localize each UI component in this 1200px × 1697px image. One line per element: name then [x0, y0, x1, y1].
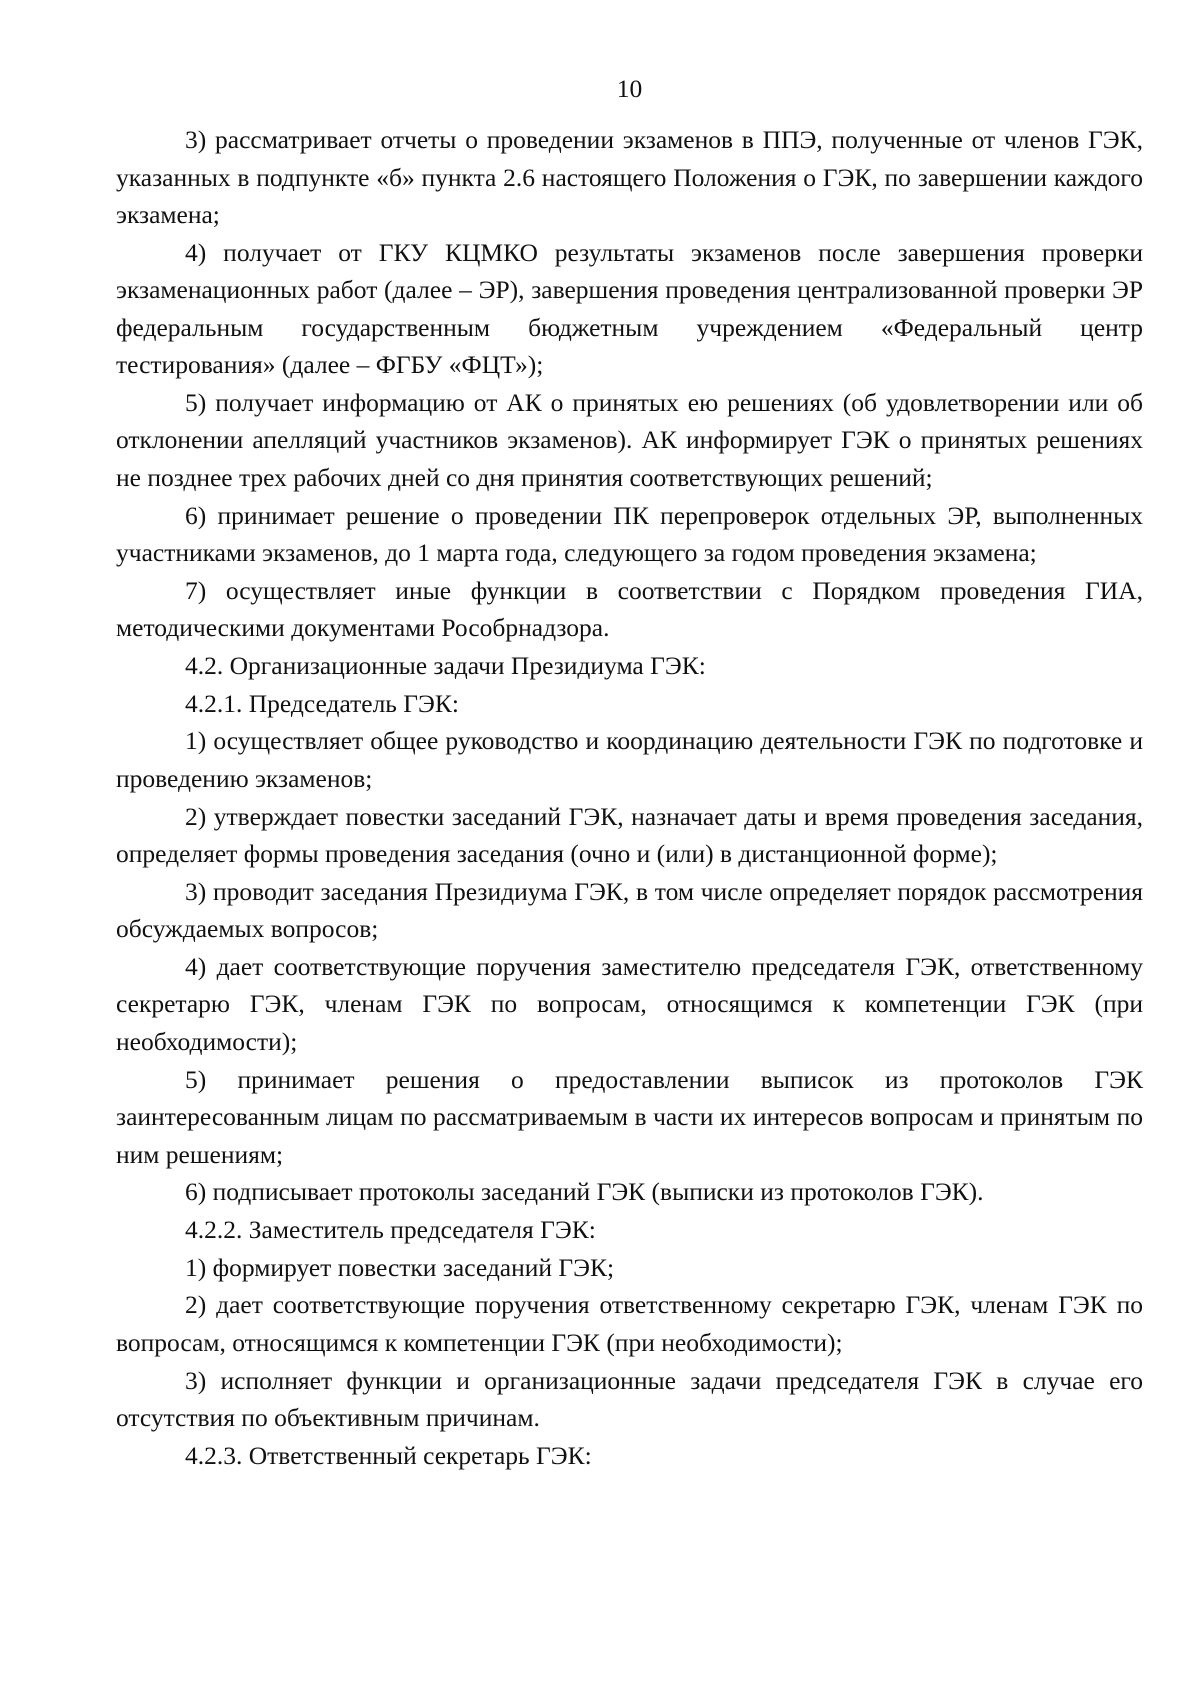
paragraph-chair-item-4: 4) дает соответствующие поручения заместителю председателя ГЭК, ответственному секретарю ГЭК, членам ГЭК по вопросам, относящимся к компетенции ГЭК (при необходимости);: [116, 951, 1143, 1056]
page-number: 10: [616, 74, 643, 103]
paragraph-item-7-other-functions: 7) осуществляет иные функции в соответствии с Порядком проведения ГИА, методическими документами Рособрнадзора.: [116, 575, 1143, 643]
paragraph-item-4-results: 4) получает от ГКУ КЦМКО результаты экзаменов после завершения проверки экзаменационных работ (далее – ЭР), завершения проведения централизованной проверки ЭР федеральным государственным бюджетным учреждением «Федеральный центр тестирования» (далее – ФГБУ «ФЦТ»);: [116, 237, 1143, 380]
paragraph-chair-item-5: 5) принимает решения о предоставлении выписок из протоколов ГЭК заинтересованным лицам по рассматриваемым в части их интересов вопросам и принятым по ним решениям;: [116, 1064, 1143, 1169]
paragraph-deputy-item-3: 3) исполняет функции и организационные задачи председателя ГЭК в случае его отсутствия по объективным причинам.: [116, 1365, 1143, 1432]
paragraph-item-3-reports: 3) рассматривает отчеты о проведении экзаменов в ППЭ, полученные от членов ГЭК, указанных в подпункте «б» пункта 2.6 настоящего Положения о ГЭК, по завершении каждого экзамена;: [116, 125, 1143, 229]
section-heading-4-2-3: 4.2.3. Ответственный секретарь ГЭК:: [185, 1440, 592, 1470]
section-heading-4-2: 4.2. Организационные задачи Президиума ГЭК:: [185, 650, 706, 680]
paragraph-chair-item-3: 3) проводит заседания Президиума ГЭК, в том числе определяет порядок рассмотрения обсуждаемых вопросов;: [116, 876, 1143, 944]
paragraph-deputy-item-1: 1) формирует повестки заседаний ГЭК;: [185, 1252, 615, 1282]
section-heading-4-2-2: 4.2.2. Заместитель председателя ГЭК:: [185, 1214, 596, 1244]
section-heading-4-2-1: 4.2.1. Председатель ГЭК:: [185, 688, 459, 718]
paragraph-item-6-recheck: 6) принимает решение о проведении ПК перепроверок отдельных ЭР, выполненных участниками экзаменов, до 1 марта года, следующего за годом проведения экзамена;: [116, 500, 1143, 568]
paragraph-item-5-appeals: 5) получает информацию от АК о принятых ею решениях (об удовлетворении или об отклонении апелляций участников экзаменов). АК информирует ГЭК о принятых решениях не позднее трех рабочих дней со дня принятия соответствующих решений;: [116, 387, 1143, 492]
paragraph-deputy-item-2: 2) дает соответствующие поручения ответственному секретарю ГЭК, членам ГЭК по вопросам, относящимся к компетенции ГЭК (при необходимости);: [116, 1290, 1143, 1357]
paragraph-chair-item-2: 2) утверждает повестки заседаний ГЭК, назначает даты и время проведения заседания, определяет формы проведения заседания (очно и (или) в дистанционной форме);: [116, 801, 1143, 868]
paragraph-chair-item-1: 1) осуществляет общее руководство и координацию деятельности ГЭК по подготовке и проведению экзаменов;: [116, 726, 1143, 793]
paragraph-chair-item-6: 6) подписывает протоколы заседаний ГЭК (выписки из протоколов ГЭК).: [185, 1177, 984, 1207]
